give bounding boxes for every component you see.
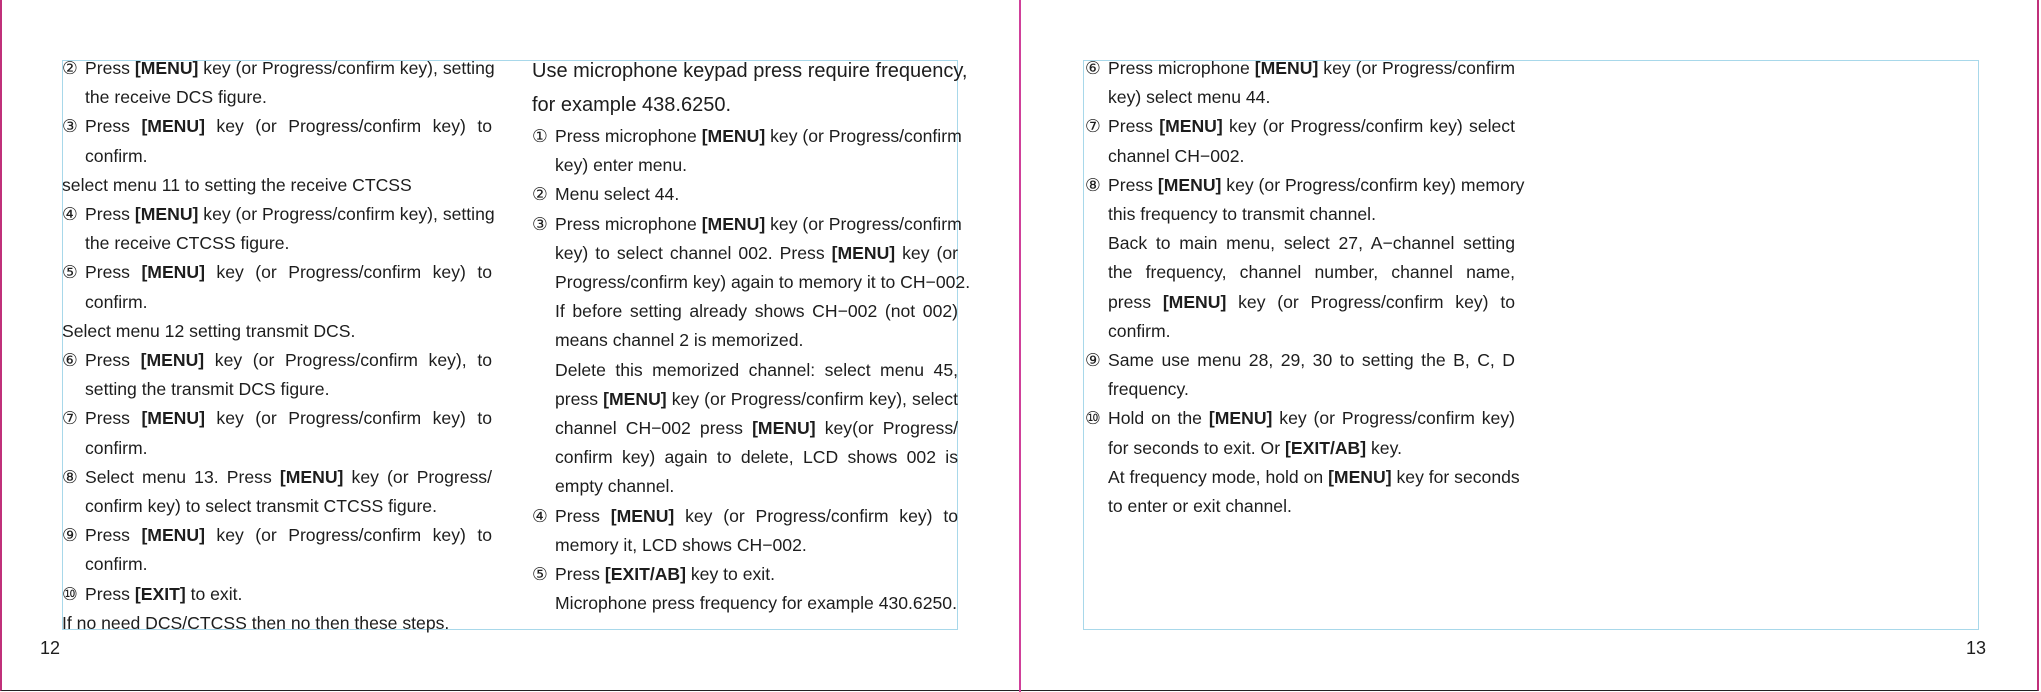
- text: Press: [85, 58, 135, 78]
- step-3-cont: Progress/confirm key) again to memory it to CH−002.: [555, 272, 971, 293]
- text: At frequency mode, hold on: [1108, 466, 1329, 487]
- text: key.: [1366, 437, 1402, 458]
- text: channel CH−002 press: [555, 418, 753, 439]
- text: key (or Progress/confirm: [765, 126, 962, 146]
- key-label: [MENU]: [1328, 466, 1392, 487]
- text: key (or Progress/confirm key) memory: [1221, 174, 1525, 195]
- key-label: [MENU]: [141, 408, 205, 429]
- key-label: [MENU]: [140, 350, 205, 371]
- text: Press: [85, 525, 142, 546]
- key-label: [EXIT]: [134, 583, 186, 604]
- text: key (or Progress/confirm key): [1272, 408, 1515, 429]
- text: key (or Progress/confirm key), select: [666, 388, 958, 409]
- key-label: [MENU]: [610, 505, 675, 526]
- key-label: [MENU]: [831, 242, 896, 263]
- step-3-cont: means channel 2 is memorized.: [555, 330, 804, 351]
- step-number: ⑥: [1085, 58, 1101, 78]
- step-5-line: [62, 258, 492, 287]
- delete-note: [532, 414, 958, 443]
- step-9-line: [62, 521, 492, 550]
- step-9-line: [1085, 346, 1515, 375]
- section-heading-cont: for example 438.6250.: [532, 94, 732, 116]
- text: Press: [85, 262, 142, 283]
- delete-note: Delete this memorized channel: select menu 45,: [555, 359, 958, 380]
- step-8-cont: confirm key) to select transmit CTCSS figure.: [85, 496, 437, 517]
- dcs-note: Select menu 12 setting transmit DCS.: [62, 320, 356, 341]
- key-label: [MENU]: [1254, 58, 1319, 78]
- text: key (or Progress/confirm key) to: [204, 408, 492, 429]
- text: Press microphone: [555, 213, 702, 234]
- step-4-cont: the receive CTCSS figure.: [85, 233, 290, 254]
- text: press: [1108, 291, 1163, 312]
- text: key (or Progress/confirm key), to: [204, 350, 492, 371]
- key-label: [MENU]: [141, 525, 205, 546]
- step-8-line: [1085, 171, 1525, 200]
- step-1-line: [532, 122, 962, 151]
- step-3-cont: confirm.: [85, 145, 148, 166]
- step-10-line: [62, 580, 492, 609]
- text: Press: [85, 204, 135, 225]
- step-number: ⑥: [62, 350, 78, 371]
- step-number: ⑨: [62, 525, 78, 546]
- text: Press microphone: [1108, 58, 1255, 78]
- step-10-line: [1085, 404, 1515, 433]
- step-number: ⑩: [62, 583, 78, 604]
- step-4-cont: memory it, LCD shows CH−002.: [555, 534, 807, 555]
- step-7-line: [62, 404, 492, 433]
- step-3-line: [532, 210, 962, 239]
- step-6-cont: setting the transmit DCS figure.: [85, 379, 330, 400]
- text: press: [555, 388, 604, 409]
- step-number: ②: [532, 184, 548, 205]
- step-5-line: [532, 560, 958, 589]
- key-label: [MENU]: [134, 204, 199, 225]
- text: key (or Progress/confirm key) select: [1222, 116, 1515, 137]
- key-label: [MENU]: [1159, 116, 1223, 137]
- text: Press microphone: [555, 126, 702, 146]
- step-number: ②: [62, 58, 78, 78]
- step-3-cont: [532, 239, 958, 268]
- key-label: [MENU]: [1162, 291, 1227, 312]
- step-number: ⑨: [1085, 350, 1101, 371]
- step-2-cont: the receive DCS figure.: [85, 87, 267, 108]
- page-number-right: 13: [1966, 638, 1987, 658]
- step-9-cont: frequency.: [1108, 379, 1189, 400]
- step-number: ⑧: [62, 466, 78, 487]
- step-7-line: [1085, 112, 1515, 141]
- step-number: ⑦: [1085, 116, 1101, 137]
- right-page-column-1: [1085, 54, 1525, 521]
- text: key (or Progress/confirm key) to: [674, 505, 958, 526]
- step-2-line: [62, 54, 495, 83]
- page-fold: [1019, 0, 1021, 692]
- text: key (or Progress/confirm: [765, 213, 962, 234]
- key-label: [MENU]: [1157, 174, 1222, 195]
- left-page-column-2: [532, 54, 971, 618]
- delete-note: confirm key) again to delete, LCD shows 002 is: [555, 447, 958, 468]
- step-7-cont: channel CH−002.: [1108, 145, 1245, 166]
- skip-note: If no need DCS/CTCSS then no then these steps.: [62, 612, 450, 633]
- text: key (or Progress/confirm key), setting: [198, 204, 495, 225]
- step-3-line: [62, 112, 492, 141]
- text: Select menu 13. Press: [85, 466, 280, 487]
- step-number: ⑧: [1085, 174, 1101, 195]
- step-number: ④: [532, 505, 548, 526]
- frequency-mode-note: to enter or exit channel.: [1108, 496, 1292, 517]
- step-6-line: [1085, 54, 1515, 83]
- text: to exit.: [185, 583, 243, 604]
- text: key (or Progress/confirm key) to: [204, 116, 492, 137]
- text: key (or Progress/confirm key) to: [1226, 291, 1515, 312]
- section-heading: Use microphone keypad press require frequency,: [532, 60, 968, 82]
- text: Press: [85, 116, 142, 137]
- text: key (or Progress/confirm key), setting: [198, 58, 495, 78]
- text: key (or Progress/confirm key) to: [204, 525, 492, 546]
- delete-note: [532, 385, 958, 414]
- step-5-cont: confirm.: [85, 291, 148, 312]
- key-label: [MENU]: [701, 126, 766, 146]
- step-number: ①: [532, 126, 548, 146]
- text: Press: [555, 564, 605, 585]
- key-label: [MENU]: [603, 388, 667, 409]
- step-3-cont: If before setting already shows CH−002 (not 002): [555, 301, 958, 322]
- step-8-cont: [1085, 288, 1515, 317]
- key-label: [MENU]: [141, 262, 205, 283]
- text: key(or Progress/: [815, 418, 959, 439]
- step-7-cont: confirm.: [85, 437, 148, 458]
- text: Press: [85, 350, 141, 371]
- left-page-column-1: [62, 54, 495, 638]
- step-8-cont: this frequency to transmit channel.: [1108, 204, 1376, 225]
- step-number: ⑩: [1085, 408, 1101, 429]
- text: key (or Progress/confirm: [1318, 58, 1515, 78]
- key-label: [MENU]: [279, 466, 344, 487]
- step-8-cont: the frequency, channel number, channel name,: [1108, 262, 1515, 283]
- text: key (or: [895, 242, 958, 263]
- step-4-line: [532, 502, 958, 531]
- step-number: ④: [62, 204, 78, 225]
- step-2-line: [532, 180, 958, 209]
- step-6-line: [62, 346, 492, 375]
- step-number: ③: [62, 116, 78, 137]
- key-label: [MENU]: [701, 213, 766, 234]
- text: Hold on the: [1108, 408, 1209, 429]
- frequency-mode-note: [1085, 463, 1520, 492]
- text: Press: [1108, 116, 1160, 137]
- text: for seconds to exit. Or: [1108, 437, 1285, 458]
- key-label: [MENU]: [1208, 408, 1273, 429]
- text: Same use menu 28, 29, 30 to setting the B, C, D: [1108, 350, 1515, 371]
- step-8-line: [62, 463, 492, 492]
- key-label: [EXIT/AB]: [1285, 437, 1367, 458]
- key-label: [MENU]: [752, 418, 816, 439]
- text: key to exit.: [686, 564, 775, 585]
- text: Press: [1108, 174, 1158, 195]
- step-number: ⑤: [62, 262, 78, 283]
- step-8-cont: confirm.: [1108, 320, 1171, 341]
- key-label: [MENU]: [134, 58, 199, 78]
- text: Press: [85, 408, 142, 429]
- text: key for seconds: [1391, 466, 1520, 487]
- step-number: ⑤: [532, 564, 548, 585]
- step-9-cont: confirm.: [85, 554, 148, 575]
- text: key) to select channel 002. Press: [555, 242, 832, 263]
- page-number-left: 12: [40, 638, 61, 658]
- text: Press: [85, 583, 135, 604]
- step-number: ③: [532, 213, 548, 234]
- step-8-cont: Back to main menu, select 27, A−channel setting: [1108, 233, 1515, 254]
- example-note: Microphone press frequency for example 430.6250.: [555, 593, 957, 614]
- step-10-cont: [1085, 434, 1515, 463]
- step-4-line: [62, 200, 495, 229]
- text: Menu select 44.: [555, 184, 680, 205]
- step-number: ⑦: [62, 408, 78, 429]
- text: key (or Progress/confirm key) to: [204, 262, 492, 283]
- ctcss-note: select menu 11 to setting the receive CTCSS: [62, 174, 412, 195]
- key-label: [MENU]: [141, 116, 205, 137]
- text: Press: [555, 505, 611, 526]
- step-1-cont: key) enter menu.: [555, 155, 688, 176]
- delete-note: empty channel.: [555, 476, 675, 497]
- text: key (or Progress/: [343, 466, 492, 487]
- step-6-cont: key) select menu 44.: [1108, 87, 1271, 108]
- key-label: [EXIT/AB]: [604, 564, 686, 585]
